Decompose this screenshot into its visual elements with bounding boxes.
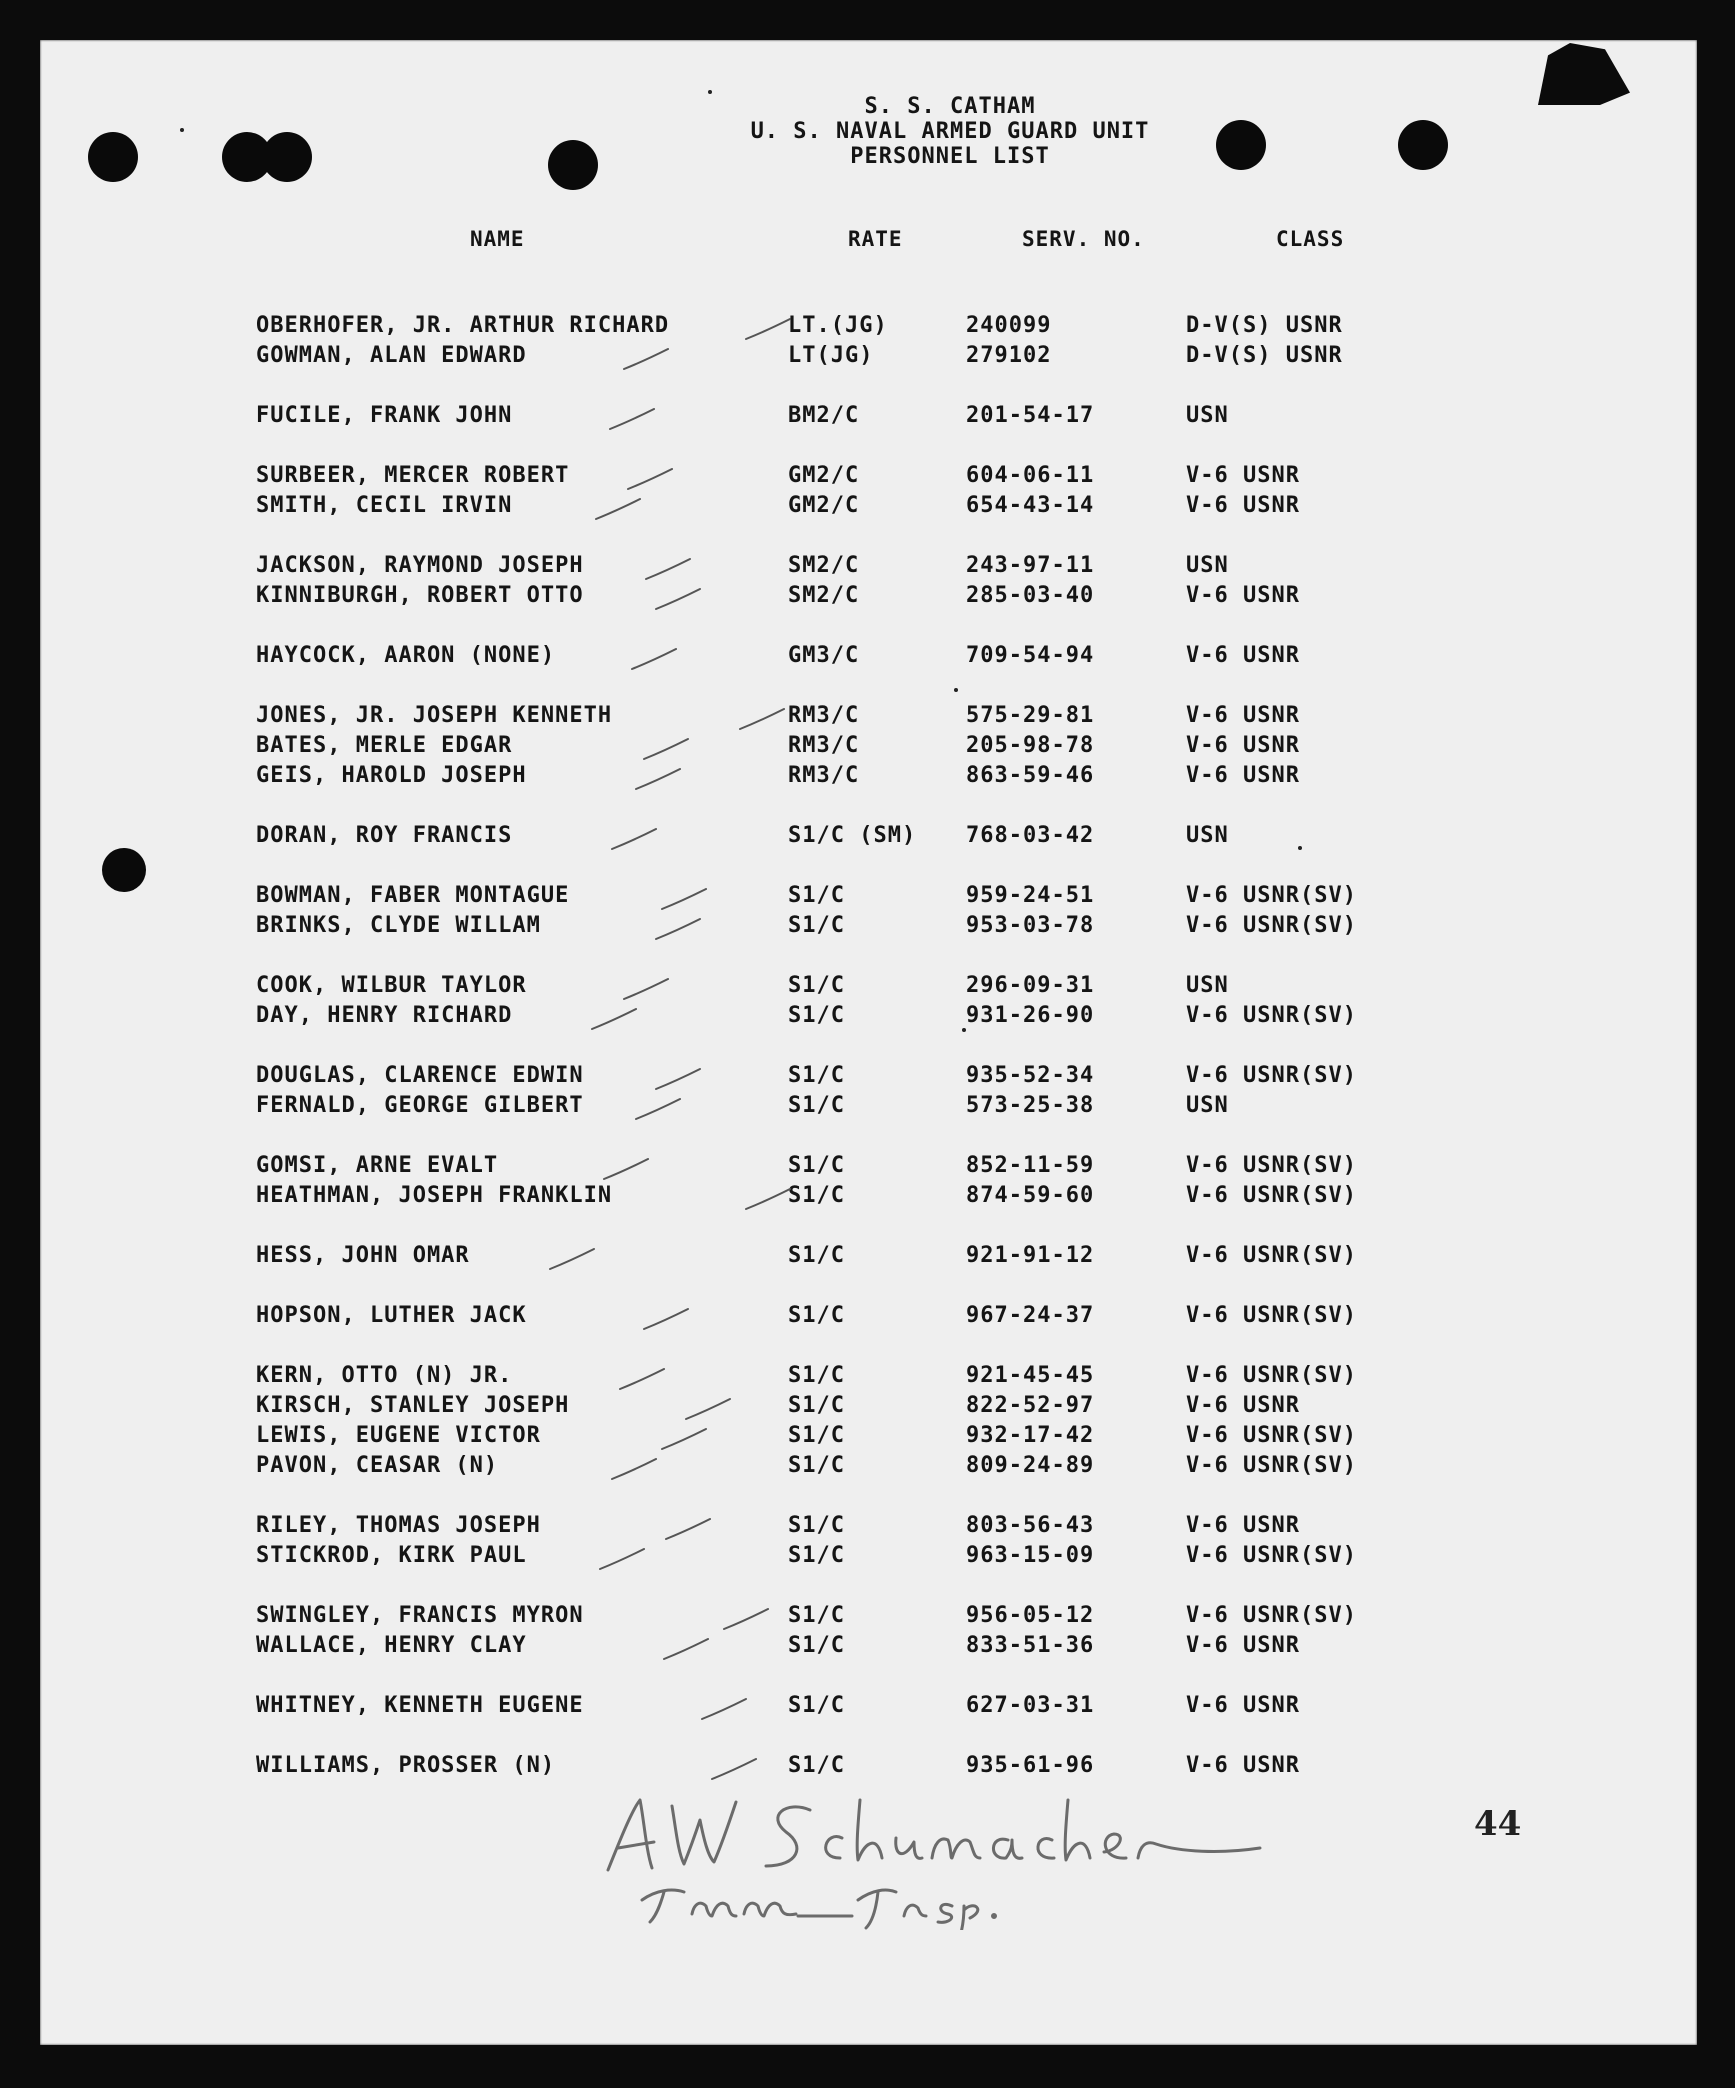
personnel-serv-no: 874-59-60	[966, 1183, 1095, 1208]
check-mark	[662, 1429, 706, 1449]
personnel-class: USN	[1186, 403, 1229, 428]
ship-name: S. S. CATHAM	[864, 94, 1036, 119]
personnel-class: V-6 USNR(SV)	[1186, 1063, 1357, 1088]
check-mark	[610, 409, 654, 429]
personnel-name: BOWMAN, FABER MONTAGUE	[256, 883, 570, 908]
personnel-rate: S1/C	[788, 973, 845, 998]
personnel-class: V-6 USNR	[1186, 1633, 1300, 1658]
personnel-rate: S1/C	[788, 1603, 845, 1628]
personnel-rate: GM2/C	[788, 463, 860, 488]
personnel-name: BATES, MERLE EDGAR	[256, 733, 513, 758]
personnel-rate: S1/C	[788, 1153, 845, 1178]
personnel-rate: S1/C	[788, 1363, 845, 1388]
personnel-name: DORAN, ROY FRANCIS	[256, 823, 513, 848]
check-mark	[646, 559, 690, 579]
personnel-serv-no: 931-26-90	[966, 1003, 1095, 1028]
personnel-class: V-6 USNR	[1186, 583, 1300, 608]
personnel-class: V-6 USNR(SV)	[1186, 1543, 1357, 1568]
personnel-serv-no: 852-11-59	[966, 1153, 1095, 1178]
personnel-name: GEIS, HAROLD JOSEPH	[256, 763, 527, 788]
check-mark	[636, 1099, 680, 1119]
personnel-serv-no: 205-98-78	[966, 733, 1095, 758]
personnel-name: COOK, WILBUR TAYLOR	[256, 973, 527, 998]
personnel-serv-no: 953-03-78	[966, 913, 1095, 938]
personnel-rate: S1/C	[788, 1633, 845, 1658]
personnel-rate: BM2/C	[788, 403, 860, 428]
personnel-class: V-6 USNR	[1186, 1393, 1300, 1418]
personnel-rate: S1/C	[788, 1513, 845, 1538]
personnel-serv-no: 627-03-31	[966, 1693, 1095, 1718]
personnel-rate: S1/C	[788, 1393, 845, 1418]
personnel-name: STICKROD, KIRK PAUL	[256, 1543, 527, 1568]
check-mark	[550, 1249, 594, 1269]
check-mark	[624, 349, 668, 369]
check-mark	[656, 1069, 700, 1089]
personnel-name: HESS, JOHN OMAR	[256, 1243, 470, 1268]
personnel-rate: S1/C (SM)	[788, 823, 917, 848]
check-mark	[632, 649, 676, 669]
personnel-name: OBERHOFER, JR. ARTHUR RICHARD	[256, 313, 670, 338]
personnel-rate: S1/C	[788, 1423, 845, 1448]
personnel-class: V-6 USNR	[1186, 463, 1300, 488]
check-mark	[612, 829, 656, 849]
personnel-name: SMITH, CECIL IRVIN	[256, 493, 513, 518]
check-mark	[702, 1699, 746, 1719]
check-mark	[636, 769, 680, 789]
check-mark	[612, 1459, 656, 1479]
personnel-class: V-6 USNR	[1186, 733, 1300, 758]
check-mark	[746, 319, 790, 339]
personnel-serv-no: 803-56-43	[966, 1513, 1095, 1538]
personnel-serv-no: 240099	[966, 313, 1052, 338]
personnel-name: KIRSCH, STANLEY JOSEPH	[256, 1393, 570, 1418]
personnel-rate: S1/C	[788, 1753, 845, 1778]
personnel-rate: SM2/C	[788, 583, 860, 608]
check-mark	[644, 1309, 688, 1329]
personnel-name: GOWMAN, ALAN EDWARD	[256, 343, 527, 368]
check-mark	[666, 1519, 710, 1539]
page-number: 44	[1474, 1804, 1522, 1844]
personnel-serv-no: 604-06-11	[966, 463, 1095, 488]
personnel-serv-no: 575-29-81	[966, 703, 1095, 728]
personnel-class: V-6 USNR(SV)	[1186, 1423, 1357, 1448]
column-header-rate: RATE	[848, 227, 903, 251]
personnel-name: WHITNEY, KENNETH EUGENE	[256, 1693, 584, 1718]
personnel-name: DAY, HENRY RICHARD	[256, 1003, 513, 1028]
personnel-class: USN	[1186, 1093, 1229, 1118]
personnel-class: USN	[1186, 973, 1229, 998]
personnel-class: D-V(S) USNR	[1186, 313, 1343, 338]
personnel-name: GOMSI, ARNE EVALT	[256, 1153, 499, 1178]
check-mark	[624, 979, 668, 999]
column-header-serv-no: SERV. NO.	[1022, 227, 1145, 251]
check-mark	[662, 889, 706, 909]
personnel-name: KINNIBURGH, ROBERT OTTO	[256, 583, 584, 608]
personnel-name: LEWIS, EUGENE VICTOR	[256, 1423, 541, 1448]
personnel-serv-no: 921-45-45	[966, 1363, 1095, 1388]
personnel-serv-no: 963-15-09	[966, 1543, 1095, 1568]
personnel-serv-no: 279102	[966, 343, 1052, 368]
personnel-rate: S1/C	[788, 1243, 845, 1268]
personnel-serv-no: 956-05-12	[966, 1603, 1095, 1628]
personnel-name: PAVON, CEASAR (N)	[256, 1453, 499, 1478]
personnel-class: V-6 USNR(SV)	[1186, 883, 1357, 908]
personnel-serv-no: 709-54-94	[966, 643, 1095, 668]
personnel-name: BRINKS, CLYDE WILLAM	[256, 913, 541, 938]
personnel-name: HAYCOCK, AARON (NONE)	[256, 643, 556, 668]
check-mark	[604, 1159, 648, 1179]
personnel-serv-no: 833-51-36	[966, 1633, 1095, 1658]
personnel-class: V-6 USNR(SV)	[1186, 1363, 1357, 1388]
personnel-rate: S1/C	[788, 1453, 845, 1478]
personnel-name: WILLIAMS, PROSSER (N)	[256, 1753, 556, 1778]
personnel-name: SURBEER, MERCER ROBERT	[256, 463, 570, 488]
personnel-rate: SM2/C	[788, 553, 860, 578]
personnel-rate: S1/C	[788, 1543, 845, 1568]
personnel-rate: S1/C	[788, 1093, 845, 1118]
personnel-rate: S1/C	[788, 883, 845, 908]
personnel-class: V-6 USNR	[1186, 763, 1300, 788]
personnel-serv-no: 809-24-89	[966, 1453, 1095, 1478]
personnel-rate: GM2/C	[788, 493, 860, 518]
personnel-serv-no: 863-59-46	[966, 763, 1095, 788]
personnel-serv-no: 768-03-42	[966, 823, 1095, 848]
personnel-serv-no: 573-25-38	[966, 1093, 1095, 1118]
personnel-name: KERN, OTTO (N) JR.	[256, 1363, 513, 1388]
personnel-rate: S1/C	[788, 913, 845, 938]
personnel-serv-no: 935-61-96	[966, 1753, 1095, 1778]
check-mark	[656, 919, 700, 939]
check-mark	[644, 739, 688, 759]
personnel-class: USN	[1186, 823, 1229, 848]
personnel-class: V-6 USNR	[1186, 1753, 1300, 1778]
check-mark	[592, 1009, 636, 1029]
personnel-rate: LT(JG)	[788, 343, 874, 368]
personnel-class: D-V(S) USNR	[1186, 343, 1343, 368]
personnel-rate: RM3/C	[788, 703, 860, 728]
personnel-name: JONES, JR. JOSEPH KENNETH	[256, 703, 613, 728]
personnel-serv-no: 935-52-34	[966, 1063, 1095, 1088]
handwritten-signature	[560, 1760, 1320, 1930]
personnel-class: V-6 USNR	[1186, 643, 1300, 668]
personnel-name: HEATHMAN, JOSEPH FRANKLIN	[256, 1183, 613, 1208]
personnel-class: V-6 USNR(SV)	[1186, 1003, 1357, 1028]
personnel-class: V-6 USNR	[1186, 1513, 1300, 1538]
personnel-name: JACKSON, RAYMOND JOSEPH	[256, 553, 584, 578]
personnel-rate: S1/C	[788, 1693, 845, 1718]
check-mark	[664, 1639, 708, 1659]
personnel-class: V-6 USNR(SV)	[1186, 913, 1357, 938]
check-mark	[740, 709, 784, 729]
personnel-name: FERNALD, GEORGE GILBERT	[256, 1093, 584, 1118]
check-mark	[600, 1549, 644, 1569]
personnel-rate: S1/C	[788, 1003, 845, 1028]
column-header-name: NAME	[470, 227, 525, 251]
personnel-serv-no: 967-24-37	[966, 1303, 1095, 1328]
personnel-serv-no: 201-54-17	[966, 403, 1095, 428]
personnel-class: V-6 USNR(SV)	[1186, 1183, 1357, 1208]
check-mark	[656, 589, 700, 609]
check-mark	[724, 1609, 768, 1629]
personnel-name: WALLACE, HENRY CLAY	[256, 1633, 527, 1658]
personnel-name: DOUGLAS, CLARENCE EDWIN	[256, 1063, 584, 1088]
personnel-serv-no: 822-52-97	[966, 1393, 1095, 1418]
personnel-name: FUCILE, FRANK JOHN	[256, 403, 513, 428]
personnel-class: V-6 USNR(SV)	[1186, 1243, 1357, 1268]
personnel-name: RILEY, THOMAS JOSEPH	[256, 1513, 541, 1538]
personnel-rate: RM3/C	[788, 763, 860, 788]
personnel-rate: S1/C	[788, 1303, 845, 1328]
personnel-serv-no: 921-91-12	[966, 1243, 1095, 1268]
check-mark	[596, 499, 640, 519]
personnel-rate: S1/C	[788, 1183, 845, 1208]
personnel-serv-no: 243-97-11	[966, 553, 1095, 578]
column-header-class: CLASS	[1276, 227, 1345, 251]
personnel-class: V-6 USNR	[1186, 1693, 1300, 1718]
check-mark	[686, 1399, 730, 1419]
personnel-serv-no: 654-43-14	[966, 493, 1095, 518]
personnel-name: HOPSON, LUTHER JACK	[256, 1303, 527, 1328]
unit-name: U. S. NAVAL ARMED GUARD UNIT	[750, 119, 1150, 144]
personnel-name: SWINGLEY, FRANCIS MYRON	[256, 1603, 584, 1628]
personnel-rate: S1/C	[788, 1063, 845, 1088]
personnel-class: V-6 USNR(SV)	[1186, 1303, 1357, 1328]
personnel-rate: RM3/C	[788, 733, 860, 758]
personnel-serv-no: 959-24-51	[966, 883, 1095, 908]
personnel-class: V-6 USNR(SV)	[1186, 1153, 1357, 1178]
personnel-class: V-6 USNR	[1186, 493, 1300, 518]
personnel-serv-no: 932-17-42	[966, 1423, 1095, 1448]
personnel-class: V-6 USNR	[1186, 703, 1300, 728]
personnel-class: V-6 USNR(SV)	[1186, 1603, 1357, 1628]
personnel-rate: LT.(JG)	[788, 313, 888, 338]
personnel-serv-no: 296-09-31	[966, 973, 1095, 998]
personnel-class: USN	[1186, 553, 1229, 578]
check-mark	[746, 1189, 790, 1209]
personnel-class: V-6 USNR(SV)	[1186, 1453, 1357, 1478]
check-mark	[628, 469, 672, 489]
personnel-rate: GM3/C	[788, 643, 860, 668]
list-title: PERSONNEL LIST	[850, 144, 1050, 169]
check-mark	[620, 1369, 664, 1389]
personnel-serv-no: 285-03-40	[966, 583, 1095, 608]
